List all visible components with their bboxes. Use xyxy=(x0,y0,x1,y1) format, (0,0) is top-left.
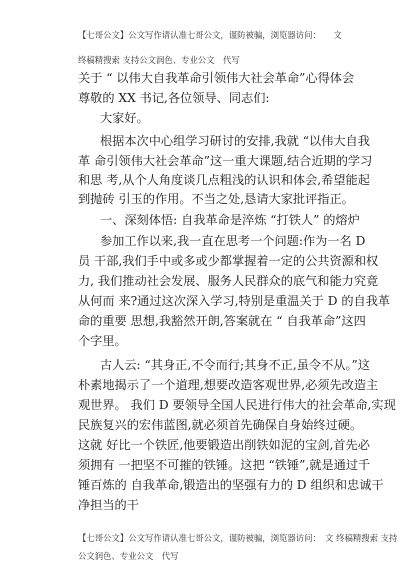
paragraph-line: 从何而 来?通过这次深入学习,特别是重温关于 D 的自我革 xyxy=(78,294,391,308)
paragraph-line: 古人云: “其身正,不令而行;其身不正,虽令不从。”这 xyxy=(100,358,370,372)
greeting: 大家好。 xyxy=(100,111,149,125)
paragraph-line: 员 干部,我们手中或多或少都掌握着一定的公共资源和权 xyxy=(78,254,379,268)
document-title: 关于 “ 以伟大自我革命引领伟大社会革命”心得体会 xyxy=(78,71,355,85)
salutation: 尊敬的 XX 书记,各位领导、同志们: xyxy=(78,91,270,105)
paragraph-line: 民族复兴的宏伟蓝图,就必须首先确保自身始终过硬。 xyxy=(78,418,363,432)
paragraph-line: 力, 我们推动社会发展、服务人民群众的底气和能力究竟 xyxy=(78,274,379,288)
footer-watermark-line-2: 公文润色、专业公文 代写 xyxy=(78,551,179,561)
paragraph-line: 朴素地揭示了一个道理,想要改造客观世界,必须先改造主 xyxy=(78,378,379,392)
paragraph-line: 命的重要 思想,我豁然开朗,答案就在 “ 自我革命”这四 xyxy=(78,314,366,328)
paragraph-line: 这就 好比一个铁匠,他要锻造出削铁如泥的宝剑,首先必 xyxy=(78,438,370,452)
paragraph-line: 革 命引领伟大社会革命”这一重大课题,结合近期的学习 xyxy=(78,154,373,168)
paragraph-line: 和思 考,从个人角度谈几点粗浅的认识和体会,希望能起 xyxy=(78,173,370,187)
footer-watermark-line-1: 【七哥公文】公文写作请认准七哥公文，谨防被骗，浏览器访问： 文 终稿精搜索 支持 xyxy=(78,533,398,543)
paragraph-line: 净担当的干 xyxy=(78,498,139,512)
paragraph-line: 锤百炼的 自我革命,锻造出的坚强有力的 D 组织和忠诚干 xyxy=(78,478,384,492)
section-heading: 一、深刻体悟: 自我革命是淬炼 “打铁人” 的熔炉 xyxy=(100,213,360,227)
header-watermark-line-1: 【七哥公文】公文写作请认准七哥公文，谨防被骗，浏览器访问： 文 xyxy=(78,30,342,40)
paragraph-line: 观世界。 我们 D 要领导全国人民进行伟大的社会革命,实现 xyxy=(78,398,396,412)
paragraph-line: 根据本次中心组学习研讨的安排,我就 “以伟大自我 xyxy=(100,134,370,148)
paragraph-line: 须拥有 一把坚不可摧的铁锤。这把 “铁锤”,就是通过千 xyxy=(78,458,371,472)
paragraph-line: 到抛砖 引玉的作用。不当之处,恳请大家批评指正。 xyxy=(78,192,354,206)
paragraph-line: 参加工作以来,我一直在思考一个问题:作为一名 D xyxy=(100,234,366,248)
paragraph-line: 个字里。 xyxy=(78,334,127,348)
header-watermark-line-2: 终稿精搜索 支持公文润色、专业公文 代写 xyxy=(78,55,240,65)
